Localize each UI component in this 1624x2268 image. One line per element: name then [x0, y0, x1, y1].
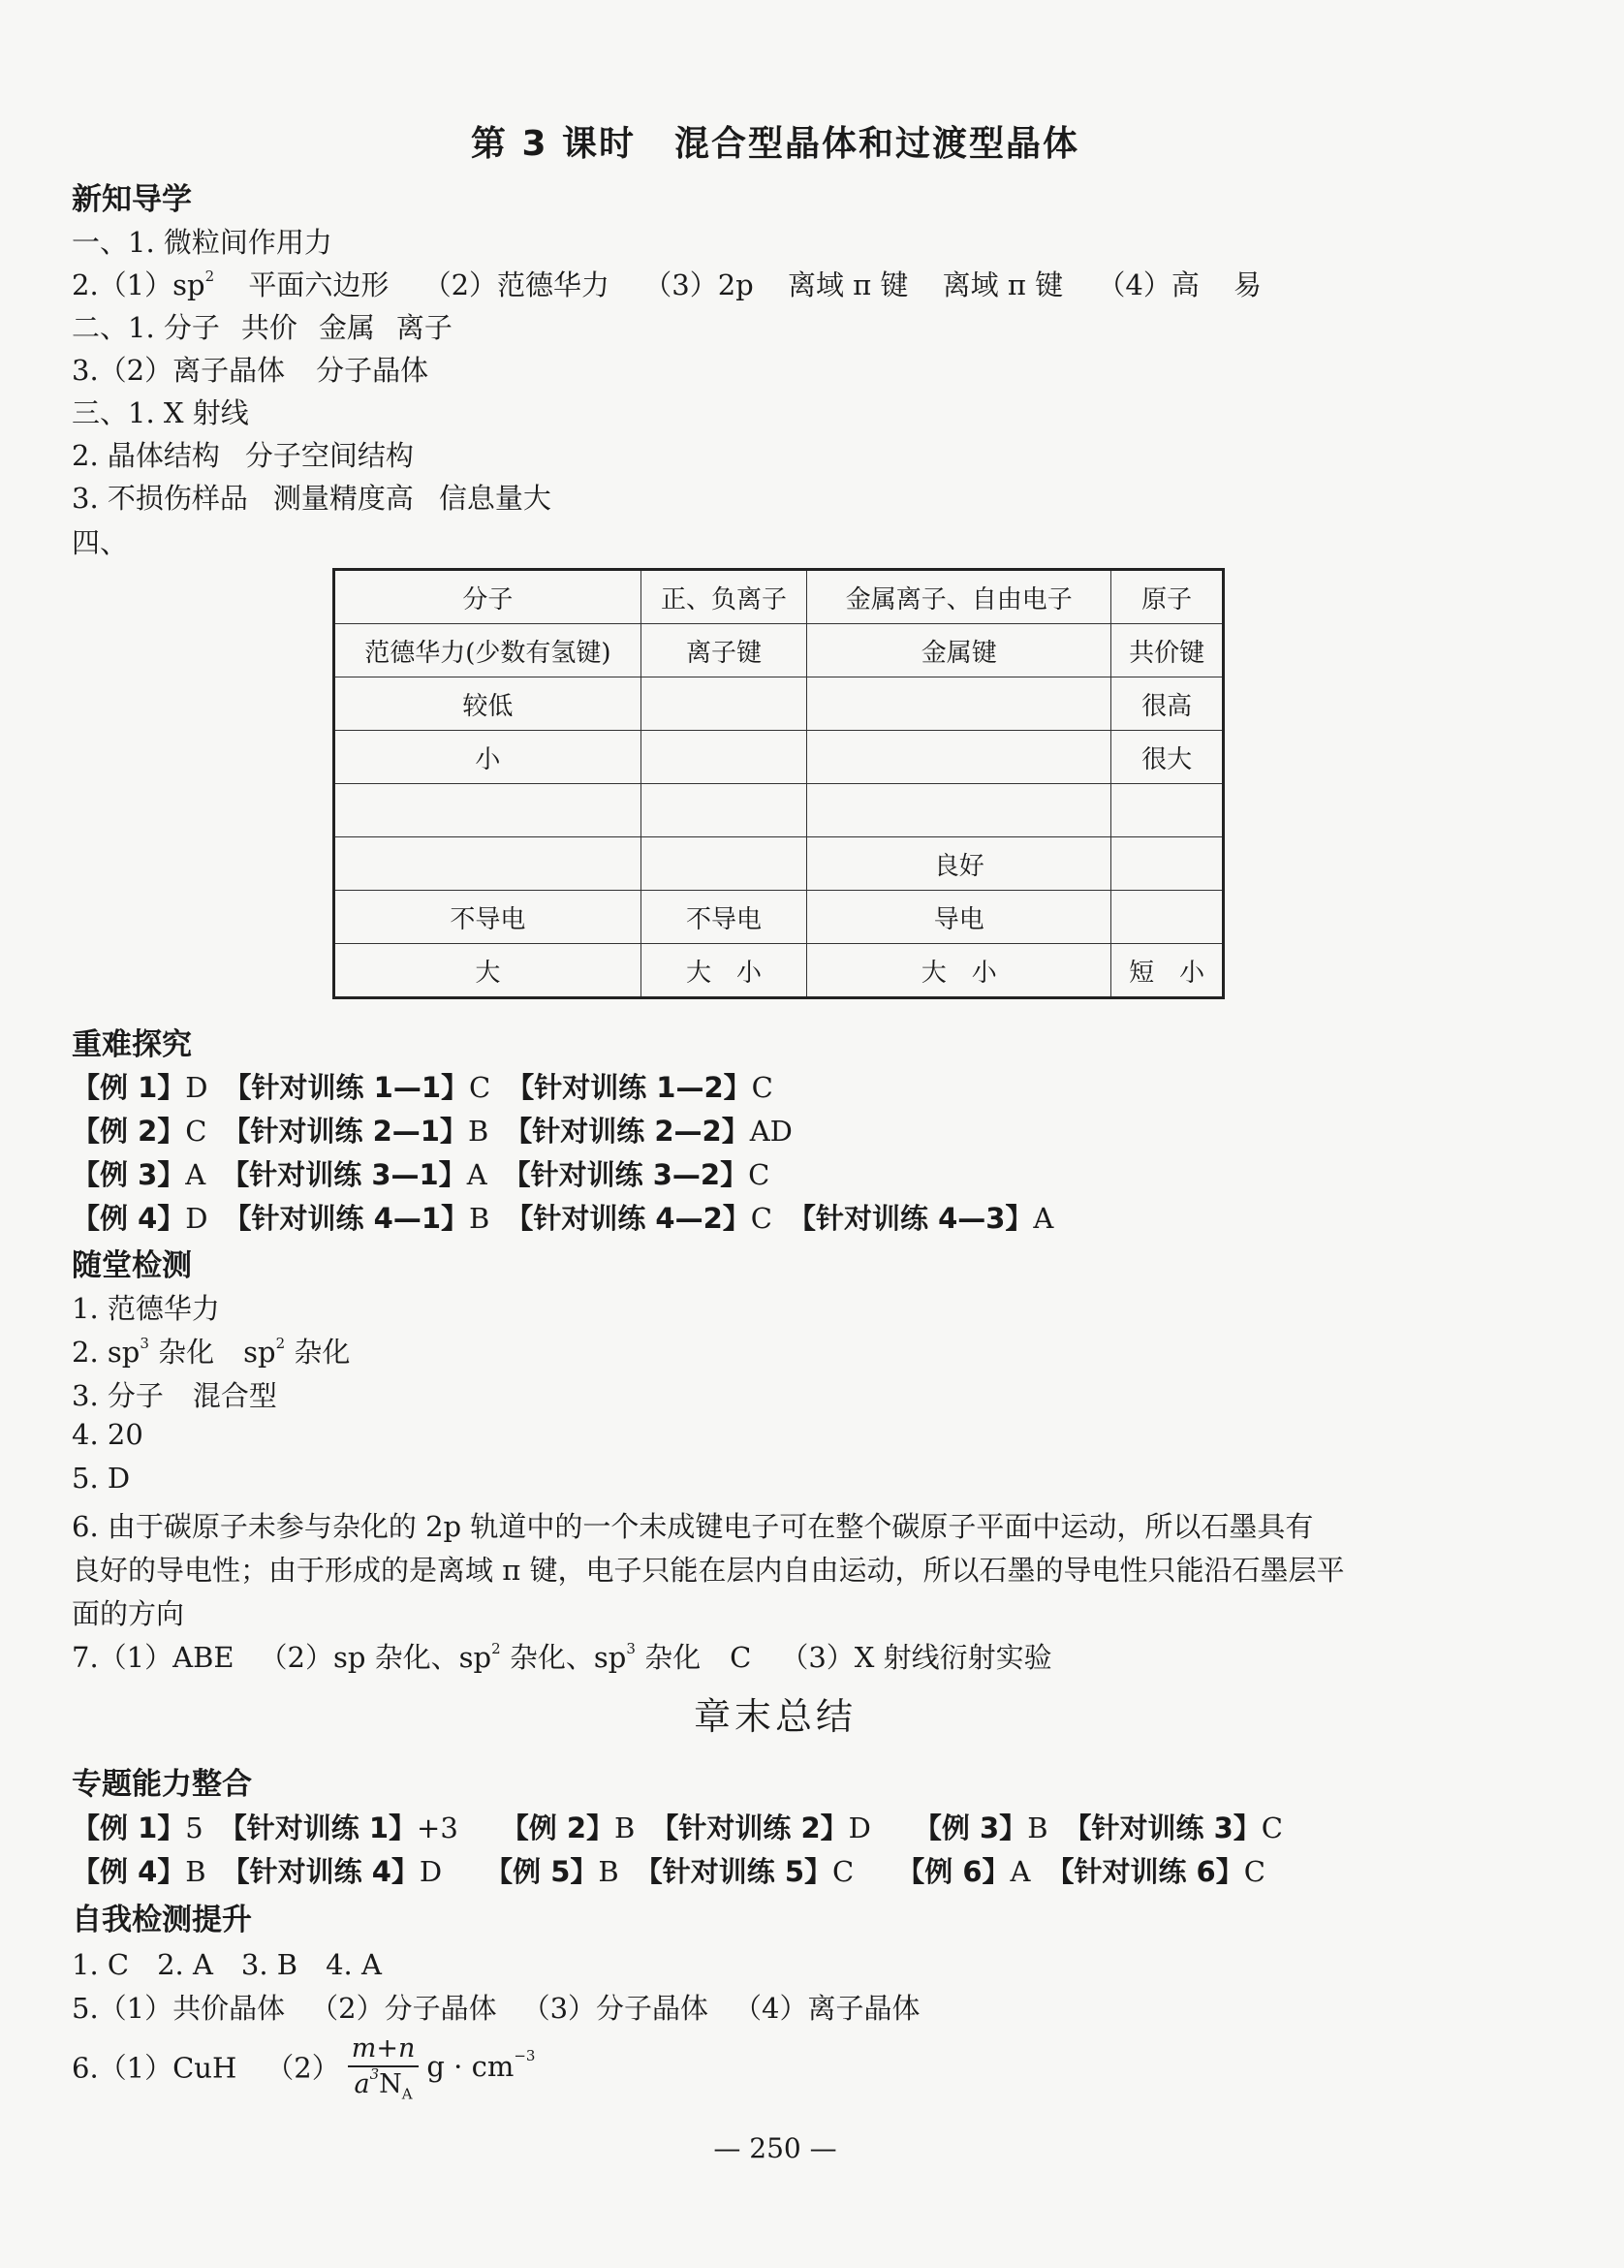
heading-topic-ability: 专题能力整合 [72, 1767, 252, 1802]
table-row [334, 837, 1224, 891]
table-cell: 较低 [334, 677, 641, 731]
table-row [334, 784, 1224, 837]
answer-line: 面的方向 [72, 1597, 185, 1630]
table-cell: 短 小 [1111, 944, 1224, 998]
heading-key-difficult: 重难探究 [72, 1027, 192, 1062]
answer-line: 【例 4】B 【针对训练 4】D 【例 5】B 【针对训练 5】C 【例 6】A 【针对训练 6】C [72, 1855, 1265, 1888]
table-row [334, 891, 1224, 944]
answer-line: 三、1. X 射线 [72, 396, 249, 429]
answer-line: 【例 1】5 【针对训练 1】+3 【例 2】B 【针对训练 2】D 【例 3】B 【针对训练 3】C [72, 1811, 1283, 1844]
table-cell: 共价键 [1111, 624, 1224, 677]
table-cell: 良好 [807, 837, 1111, 891]
table-cell: 分子 [334, 570, 641, 624]
answer-line: 3. 不损伤样品 测量精度高 信息量大 [72, 482, 551, 515]
table-cell [640, 837, 807, 891]
table-cell [1111, 891, 1224, 944]
table-cell [640, 677, 807, 731]
answer-line: $2.(1)sp^2$ 平面六边形 （2）范德华力 （3）2p 离域 π 键 离域 π 键 （4）高 易 [72, 268, 1263, 301]
answer-line: 5.（1）共价晶体 （2）分子晶体 （3）分子晶体 （4）离子晶体 [72, 1992, 921, 2025]
table-cell: 范德华力(少数有氢键) [334, 624, 641, 677]
table-cell: 金属键 [807, 624, 1111, 677]
table-cell: 很大 [1111, 731, 1224, 784]
table-cell [334, 784, 641, 837]
heading-new-knowledge: 新知导学 [72, 182, 192, 217]
table-row [334, 624, 1224, 677]
answer-line: 2. 晶体结构 分子空间结构 [72, 439, 414, 472]
answer-line: 二、1. 分子 共价 金属 离子 [72, 311, 453, 344]
table-cell: 离子键 [640, 624, 807, 677]
answer-line: 【例 1】D 【针对训练 1—1】C 【针对训练 1—2】C [72, 1071, 773, 1104]
answer-line: 一、1. 微粒间作用力 [72, 226, 332, 259]
table-cell: 原子 [1111, 570, 1224, 624]
density-fraction: $\frac{m+n}{a^3N_A}$ [348, 2033, 420, 2099]
table-cell [1111, 784, 1224, 837]
table-cell: 不导电 [640, 891, 807, 944]
answer-line: 1. 范德华力 [72, 1292, 220, 1325]
answer-line: 1. C 2. A 3. B 4. A [72, 1948, 382, 1981]
crystal-comparison-table [332, 568, 1225, 999]
table-row [334, 677, 1224, 731]
answer-line: 3. 分子 混合型 [72, 1379, 277, 1412]
answer-line: 【例 2】C 【针对训练 2—1】B 【针对训练 2—2】AD [72, 1115, 793, 1148]
table-cell [1111, 837, 1224, 891]
heading-class-check: 随堂检测 [72, 1248, 192, 1283]
table-cell: 导电 [807, 891, 1111, 944]
table-row [334, 570, 1224, 624]
table-row [334, 731, 1224, 784]
table-cell [334, 837, 641, 891]
table-cell: 大 小 [807, 944, 1111, 998]
answer-line-density: 6.（1）CuH （2） $\frac{m+n}{a^3N_A}$ $g \cdot cm^{-3}$ [72, 2033, 536, 2103]
table-cell [807, 731, 1111, 784]
chapter-summary-title: 章末总结 [693, 1695, 857, 1738]
answer-line: 【例 4】D 【针对训练 4—1】B 【针对训练 4—2】C 【针对训练 4—3】A [72, 1202, 1054, 1235]
answer-line: 3.（2）离子晶体 分子晶体 [72, 354, 429, 387]
table-cell: 小 [334, 731, 641, 784]
answer-line: 6. 由于碳原子未参与杂化的 2p 轨道中的一个未成键电子可在整个碳原子平面中运动，所以石墨具有 [72, 1510, 1314, 1543]
answer-line: 7.（1）ABE （2）sp 杂化、$sp^2$ 杂化、$sp^3$ 杂化 C （3）X 射线衍射实验 [72, 1640, 1052, 1674]
table-cell: 大 [334, 944, 641, 998]
table-cell [640, 784, 807, 837]
answer-line: 良好的导电性；由于形成的是离域 π 键，电子只能在层内自由运动，所以石墨的导电性只能沿石墨层平 [72, 1554, 1345, 1587]
table-cell: 正、负离子 [640, 570, 807, 624]
lesson-title: 第 3 课时 混合型晶体和过渡型晶体 [470, 124, 1080, 164]
table-row [334, 944, 1224, 998]
table-cell [807, 784, 1111, 837]
table-cell: 大 小 [640, 944, 807, 998]
table-cell: 金属离子、自由电子 [807, 570, 1111, 624]
answer-line: 4. 20 [72, 1418, 143, 1451]
answer-line: 四、 [72, 526, 129, 559]
table-cell [640, 731, 807, 784]
heading-self-check: 自我检测提升 [72, 1903, 252, 1937]
table-cell: 很高 [1111, 677, 1224, 731]
table-cell: 不导电 [334, 891, 641, 944]
answer-line: 2. $sp^3$ 杂化 $sp^2$ 杂化 [72, 1335, 351, 1369]
answer-line: 【例 3】A 【针对训练 3—1】A 【针对训练 3—2】C [72, 1158, 770, 1191]
page-number: — 250 — [713, 2132, 837, 2164]
answer-line: 5. D [72, 1462, 131, 1495]
table-cell [807, 677, 1111, 731]
